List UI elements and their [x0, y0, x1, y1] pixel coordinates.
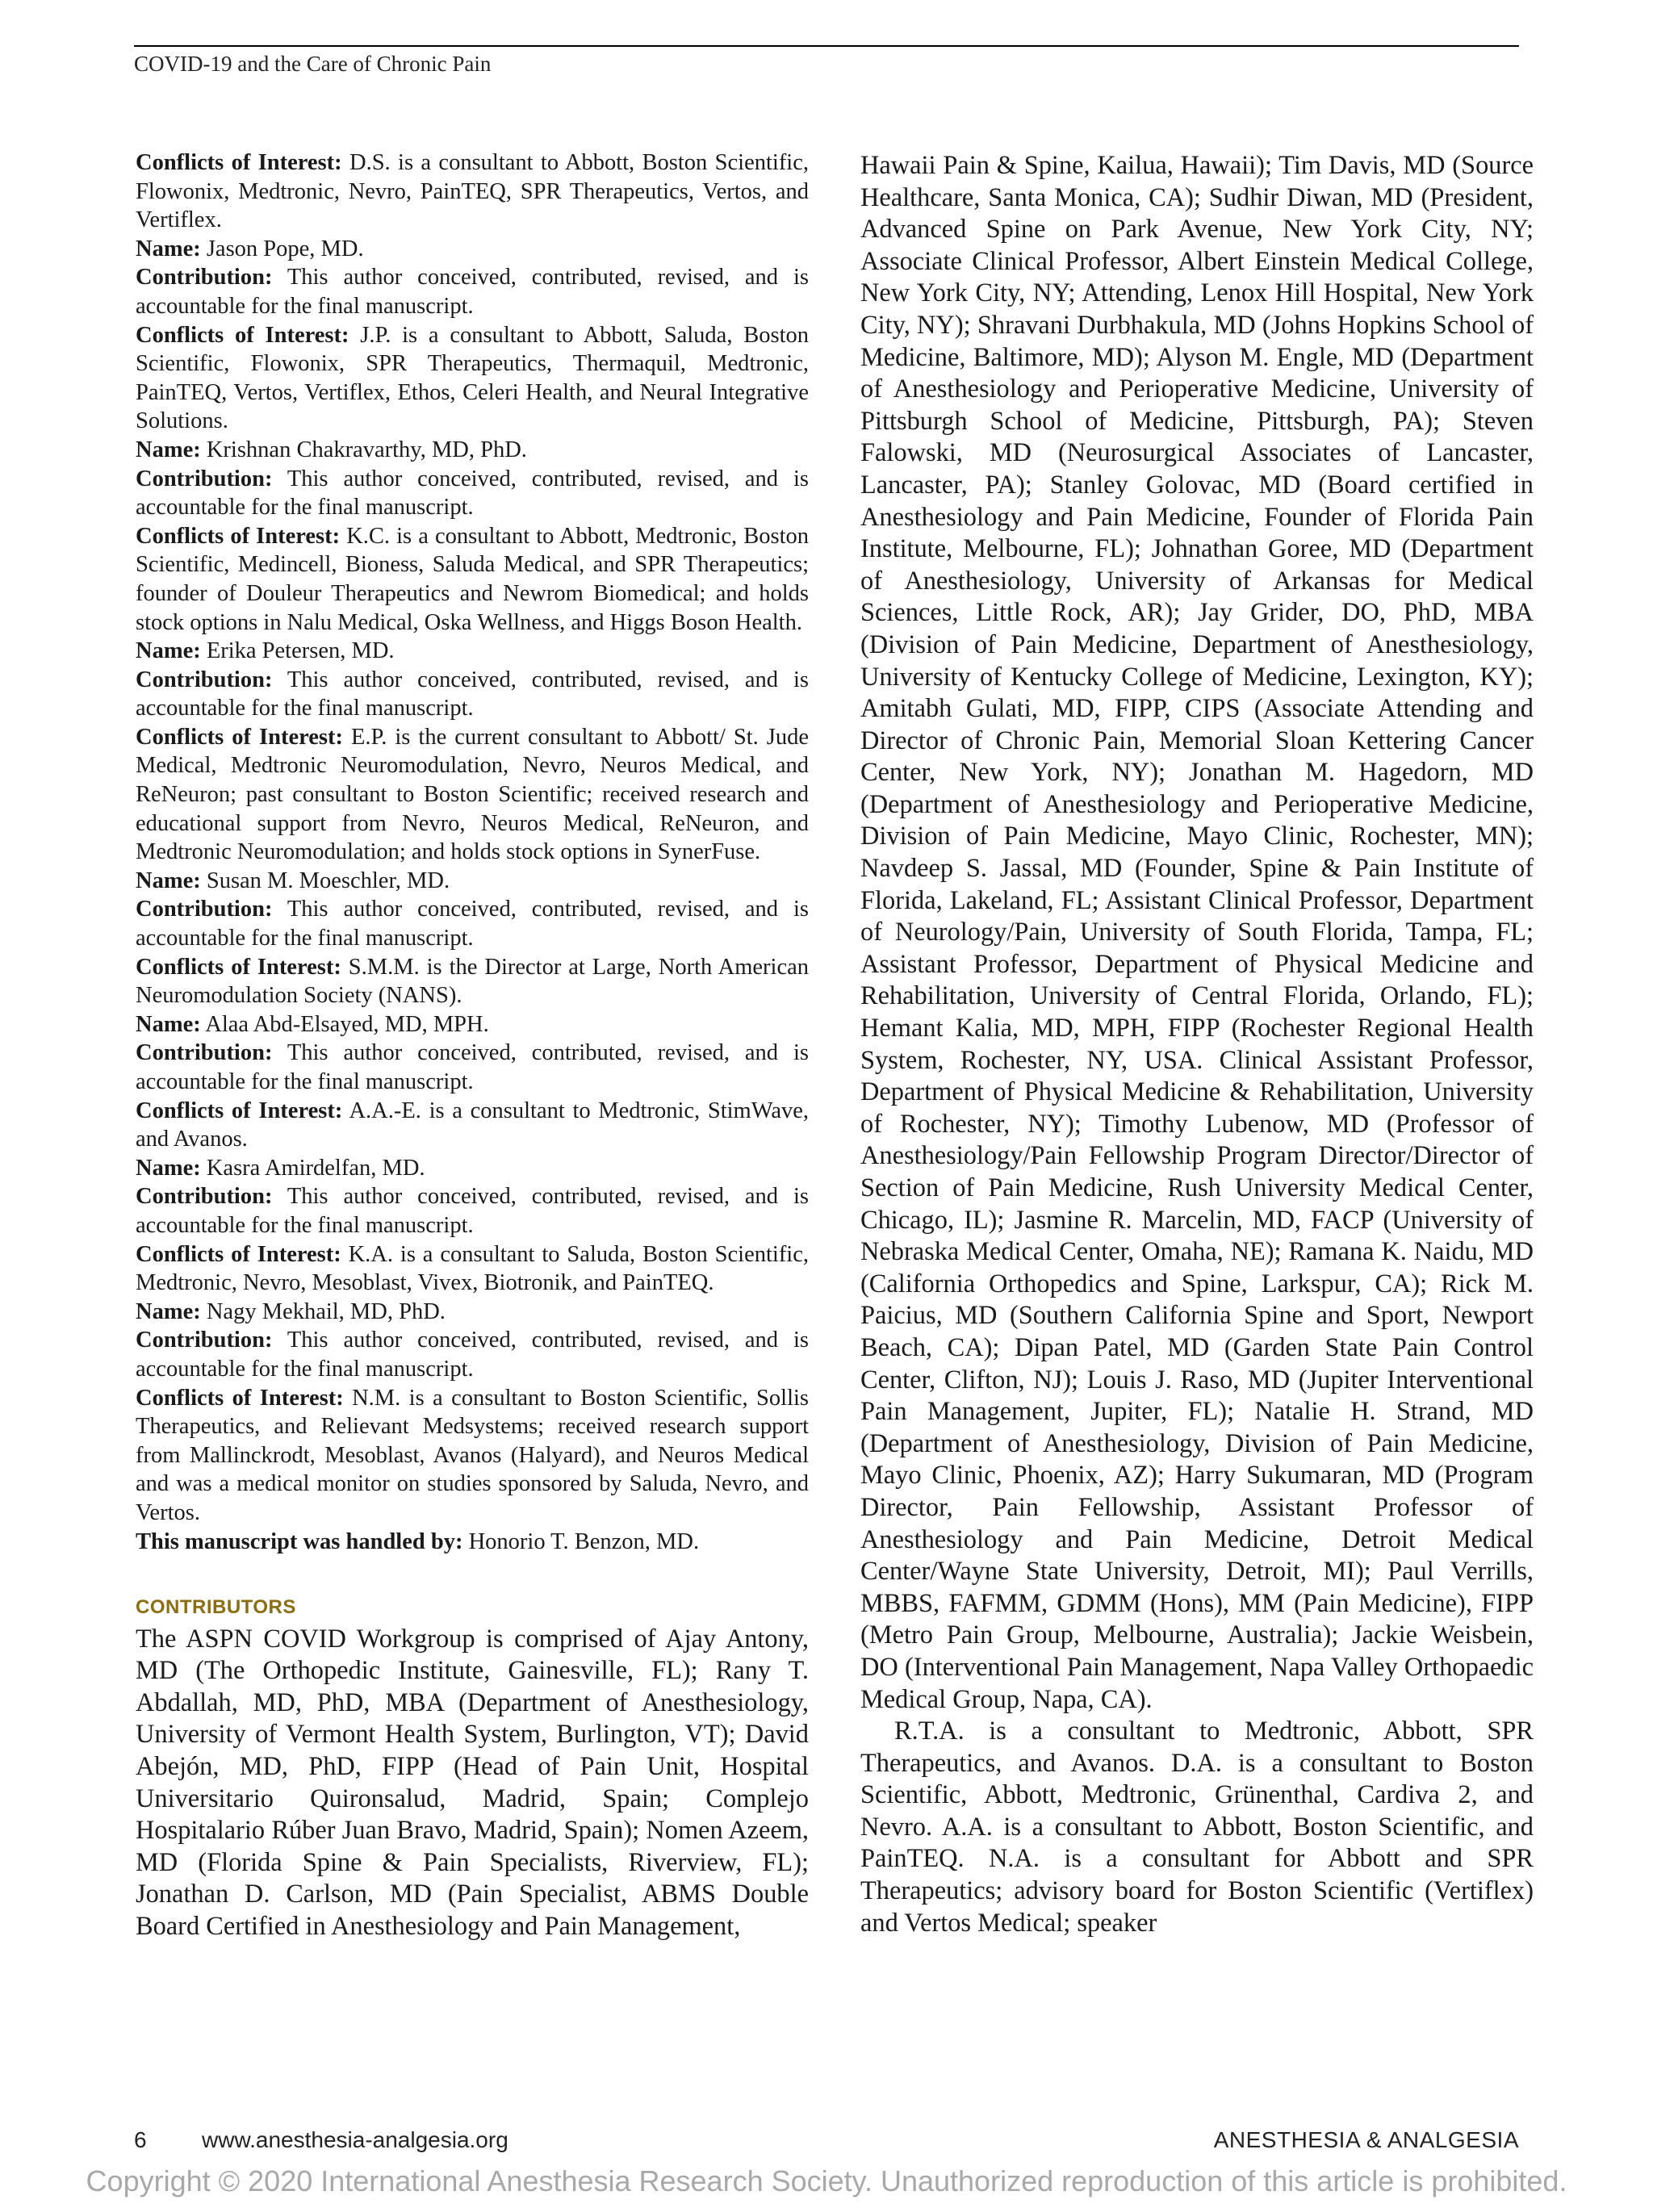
header-rule	[134, 45, 1519, 47]
declaration-text: Kasra Amirdelfan, MD.	[206, 1155, 425, 1181]
declaration-line	[136, 867, 809, 896]
declaration-label: Name:	[136, 1011, 201, 1037]
declaration-line	[136, 1182, 809, 1240]
declaration-label: Name:	[136, 236, 201, 261]
declaration-text: K.C. is a consultant to Abbott, Medtronic, Boston Scientific, Medincell, Bioness, Saluda Medical, and SPR Therapeutics; founder of Douleur Therapeutics and Newrom Biomedical; and holds stock options in Nalu Medical, Oska Wellness, and Higgs Boson Health.	[136, 523, 809, 635]
declaration-text: J.P. is a consultant to Abbott, Saluda, Boston Scientific, Flowonix, SPR Therapeutics, Thermaquil, Medtronic, PainTEQ, Vertos, Vertiflex, Ethos, Celeri Health, and Neural Integrative Solutions.	[136, 322, 810, 434]
declaration-text: A.A.-E. is a consultant to Medtronic, StimWave, and Avanos.	[136, 1098, 809, 1152]
declaration-label: Conflicts of Interest:	[136, 322, 349, 348]
left-column	[136, 148, 809, 1943]
declaration-text: This author conceived, contributed, revised, and is accountable for the final manuscript.	[136, 1184, 809, 1238]
author-declarations	[136, 148, 809, 1556]
declaration-line	[136, 895, 809, 952]
declaration-line	[136, 235, 809, 264]
contributors-heading: CONTRIBUTORS	[136, 1596, 296, 1619]
declaration-label: Contribution:	[136, 897, 273, 922]
declaration-text: Honorio T. Benzon, MD.	[468, 1528, 700, 1554]
contributors-paragraph: The ASPN COVID Workgroup is comprised of Ajay Antony, MD (The Orthopedic Institute, Gainesville, FL); Rany T. Abdallah, MD, PhD, MBA (Department of Anesthesiology, University of Vermont Health System, Burlington, VT); David Abejón, MD, PhD, FIPP (Head of Pain Unit, Hospital Universitario Quironsalud, Madrid, Spain; Complejo Hospitalario Rúber Juan Bravo, Madrid, Spain); Nomen Azeem, MD (Florida Spine & Pain Specialists, Riverview, FL); Jonathan D. Carlson, MD (Pain Specialist, ABMS Double Board Certified in Anesthesiology and Pain Management,	[136, 1624, 809, 1942]
declaration-text: This author conceived, contributed, revised, and is accountable for the final manuscript.	[136, 1328, 809, 1382]
declaration-text: Alaa Abd-Elsayed, MD, MPH.	[205, 1011, 489, 1037]
declaration-text: E.P. is the current consultant to Abbott/ St. Jude Medical, Medtronic Neuromodulation, Nevro, Neuros Medical, and ReNeuron; past consultant to Boston Scientific; received research and educational support from Nevro, Neuros Medical, ReNeuron, and Medtronic Neuromodulation; and holds stock options in SynerFuse.	[136, 724, 810, 865]
declaration-label: Name:	[136, 1298, 201, 1324]
disclosures-paragraph: R.T.A. is a consultant to Medtronic, Abbott, SPR Therapeutics, and Avanos. D.A. is a consultant to Boston Scientific, Abbott, Medtronic, Grünenthal, Cardiva 2, and Nevro. A.A. is a consultant to Abbott, Boston Scientific, and PainTEQ. N.A. is a consultant for Abbott and SPR Therapeutics; advisory board for Boston Scientific (Vertiflex) and Vertos Medical; speaker	[860, 1716, 1534, 1938]
contributors-continued: Hawaii Pain & Spine, Kailua, Hawaii); Tim Davis, MD (Source Healthcare, Santa Monica, CA); Sudhir Diwan, MD (President, Advanced Spine on Park Avenue, New York City, NY; Associate Clinical Professor, Albert Einstein Medical College, New York City, NY; Attending, Lenox Hill Hospital, New York City, NY); Shravani Durbhakula, MD (Johns Hopkins School of Medicine, Baltimore, MD); Alyson M. Engle, MD (Department of Anesthesiology and Perioperative Medicine, University of Pittsburgh School of Medicine, Pittsburgh, PA); Steven Falowski, MD (Neurosurgical Associates of Lancaster, Lancaster, PA); Stanley Golovac, MD (Board certified in Anesthesiology and Pain Medicine, Founder of Florida Pain Institute, Melbourne, FL); Johnathan Goree, MD (Department of Anesthesiology, University of Arkansas for Medical Sciences, Little Rock, AR); Jay Grider, DO, PhD, MBA (Division of Pain Medicine, Department of Anesthesiology, University of Kentucky College of Medicine, Lexington, KY); Amitabh Gulati, MD, FIPP, CIPS (Associate Attending and Director of Chronic Pain, Memorial Sloan Kettering Cancer Center, New York, NY); Jonathan M. Hagedorn, MD (Department of Anesthesiology and Perioperative Medicine, Division of Pain Medicine, Mayo Clinic, Rochester, MN); Navdeep S. Jassal, MD (Founder, Spine & Pain Institute of Florida, Lakeland, FL; Assistant Clinical Professor, Department of Neurology/Pain, University of South Florida, Tampa, FL; Assistant Professor, Department of Physical Medicine and Rehabilitation, University of Central Florida, Orlando, FL); Hemant Kalia, MD, MPH, FIPP (Rochester Regional Health System, Rochester, NY, USA. Clinical Assistant Professor, Department of Physical Medicine & Rehabilitation, University of Rochester, NY); Timothy Lubenow, MD (Professor of Anesthesiology/Pain Fellowship Program Director/Director of Section of Pain Medicine, Rush University Medical Center, Chicago, IL); Jasmine R. Marcelin, MD, FACP (University of Nebraska Medical Center, Omaha, NE); Ramana K. Naidu, MD (California Orthopedics and Spine, Larkspur, CA); Rick M. Paicius, MD (Southern California Spine and Sport, Newport Beach, CA); Dipan Patel, MD (Garden State Pain Control Center, Clifton, NJ); Louis J. Raso, MD (Jupiter Interventional Pain Management, Jupiter, FL); Natalie H. Strand, MD (Department of Anesthesiology, Division of Pain Medicine, Mayo Clinic, Phoenix, AZ); Harry Sukumaran, MD (Program Director, Pain Fellowship, Assistant Professor of Anesthesiology and Pain Medicine, Detroit Medical Center/Wayne State University, Detroit, MI); Paul Verrills, MBBS, FAFMM, GDMM (Hons), MM (Pain Medicine), FIPP (Metro Pain Group, Melbourne, Australia); Jackie Weisbein, DO (Interventional Pain Management, Napa Valley Orthopaedic Medical Group, Napa, CA).	[860, 151, 1534, 1714]
declaration-line	[136, 723, 809, 867]
declaration-label: Contribution:	[136, 1184, 273, 1210]
declaration-text: Nagy Mekhail, MD, PhD.	[206, 1298, 446, 1324]
declaration-line	[136, 1528, 809, 1557]
declaration-text: Krishnan Chakravarthy, MD, PhD.	[206, 437, 527, 462]
declaration-line	[136, 1154, 809, 1183]
declaration-text: This author conceived, contributed, revised, and is accountable for the final manuscript.	[136, 1040, 809, 1094]
declaration-label: Conflicts of Interest:	[136, 1241, 341, 1267]
declaration-line	[136, 1097, 809, 1154]
declaration-line	[136, 1010, 809, 1039]
declaration-label: Conflicts of Interest:	[136, 1385, 344, 1411]
journal-url: www.anesthesia-analgesia.org	[202, 2127, 508, 2152]
declaration-text: Susan M. Moeschler, MD.	[206, 868, 450, 893]
declaration-line	[136, 1326, 809, 1383]
declaration-label: Conflicts of Interest:	[136, 724, 343, 750]
right-column	[860, 150, 1534, 1939]
declaration-label: Contribution:	[136, 466, 273, 491]
declaration-line	[136, 436, 809, 465]
declaration-label: Name:	[136, 868, 201, 893]
declaration-text: K.A. is a consultant to Saluda, Boston Scientific, Medtronic, Nevro, Mesoblast, Vivex, Biotronik, and PainTEQ.	[136, 1241, 810, 1296]
declaration-text: S.M.M. is the Director at Large, North American Neuromodulation Society (NANS).	[136, 954, 810, 1009]
declaration-line	[136, 321, 809, 436]
declaration-label: Name:	[136, 638, 201, 664]
declaration-label: Conflicts of Interest:	[136, 523, 341, 549]
declaration-line	[136, 637, 809, 666]
declaration-line	[136, 1039, 809, 1096]
declaration-line	[136, 1240, 809, 1298]
declaration-text: Erika Petersen, MD.	[206, 638, 395, 664]
declaration-label: Name:	[136, 437, 201, 462]
declaration-line	[136, 1384, 809, 1528]
declaration-label: Contribution:	[136, 1328, 273, 1353]
declaration-label: Contribution:	[136, 265, 273, 291]
declaration-line	[136, 666, 809, 723]
copyright-notice: Copyright © 2020 International Anesthesia Research Society. Unauthorized reproduction of this article is prohibited.	[86, 2164, 1567, 2197]
declaration-line	[136, 148, 809, 235]
declaration-line	[136, 953, 809, 1010]
declaration-line	[136, 522, 809, 637]
declaration-line	[136, 263, 809, 320]
declaration-text: This author conceived, contributed, revised, and is accountable for the final manuscript.	[136, 466, 809, 521]
declaration-label: Contribution:	[136, 1040, 273, 1066]
declaration-text: This author conceived, contributed, revised, and is accountable for the final manuscript.	[136, 265, 809, 319]
declaration-label: Contribution:	[136, 667, 273, 692]
page-number: 6	[134, 2127, 147, 2152]
declaration-label: This manuscript was handled by:	[136, 1528, 463, 1554]
declaration-text: This author conceived, contributed, revised, and is accountable for the final manuscript.	[136, 897, 809, 951]
declaration-label: Conflicts of Interest:	[136, 954, 341, 980]
declaration-text: D.S. is a consultant to Abbott, Boston Scientific, Flowonix, Medtronic, Nevro, PainTEQ, SPR Therapeutics, Vertos, and Vertiflex.	[136, 150, 809, 233]
declaration-line	[136, 465, 809, 522]
declaration-label: Conflicts of Interest:	[136, 150, 342, 175]
declaration-label: Conflicts of Interest:	[136, 1098, 343, 1123]
declaration-text: N.M. is a consultant to Boston Scientific, Sollis Therapeutics, and Relievant Medsystems; received research support from Mallinckrodt, Mesoblast, Avanos (Halyard), and Neuros Medical and was a medical monitor on studies sponsored by Saluda, Nevro, and Vertos.	[136, 1385, 810, 1525]
declaration-text: This author conceived, contributed, revised, and is accountable for the final manuscript.	[136, 667, 809, 721]
declaration-text: Jason Pope, MD.	[206, 236, 364, 261]
declaration-line	[136, 1298, 809, 1327]
running-title: COVID-19 and the Care of Chronic Pain	[134, 52, 492, 76]
declaration-label: Name:	[136, 1155, 201, 1181]
journal-name: ANESTHESIA & ANALGESIA	[1213, 2127, 1519, 2152]
